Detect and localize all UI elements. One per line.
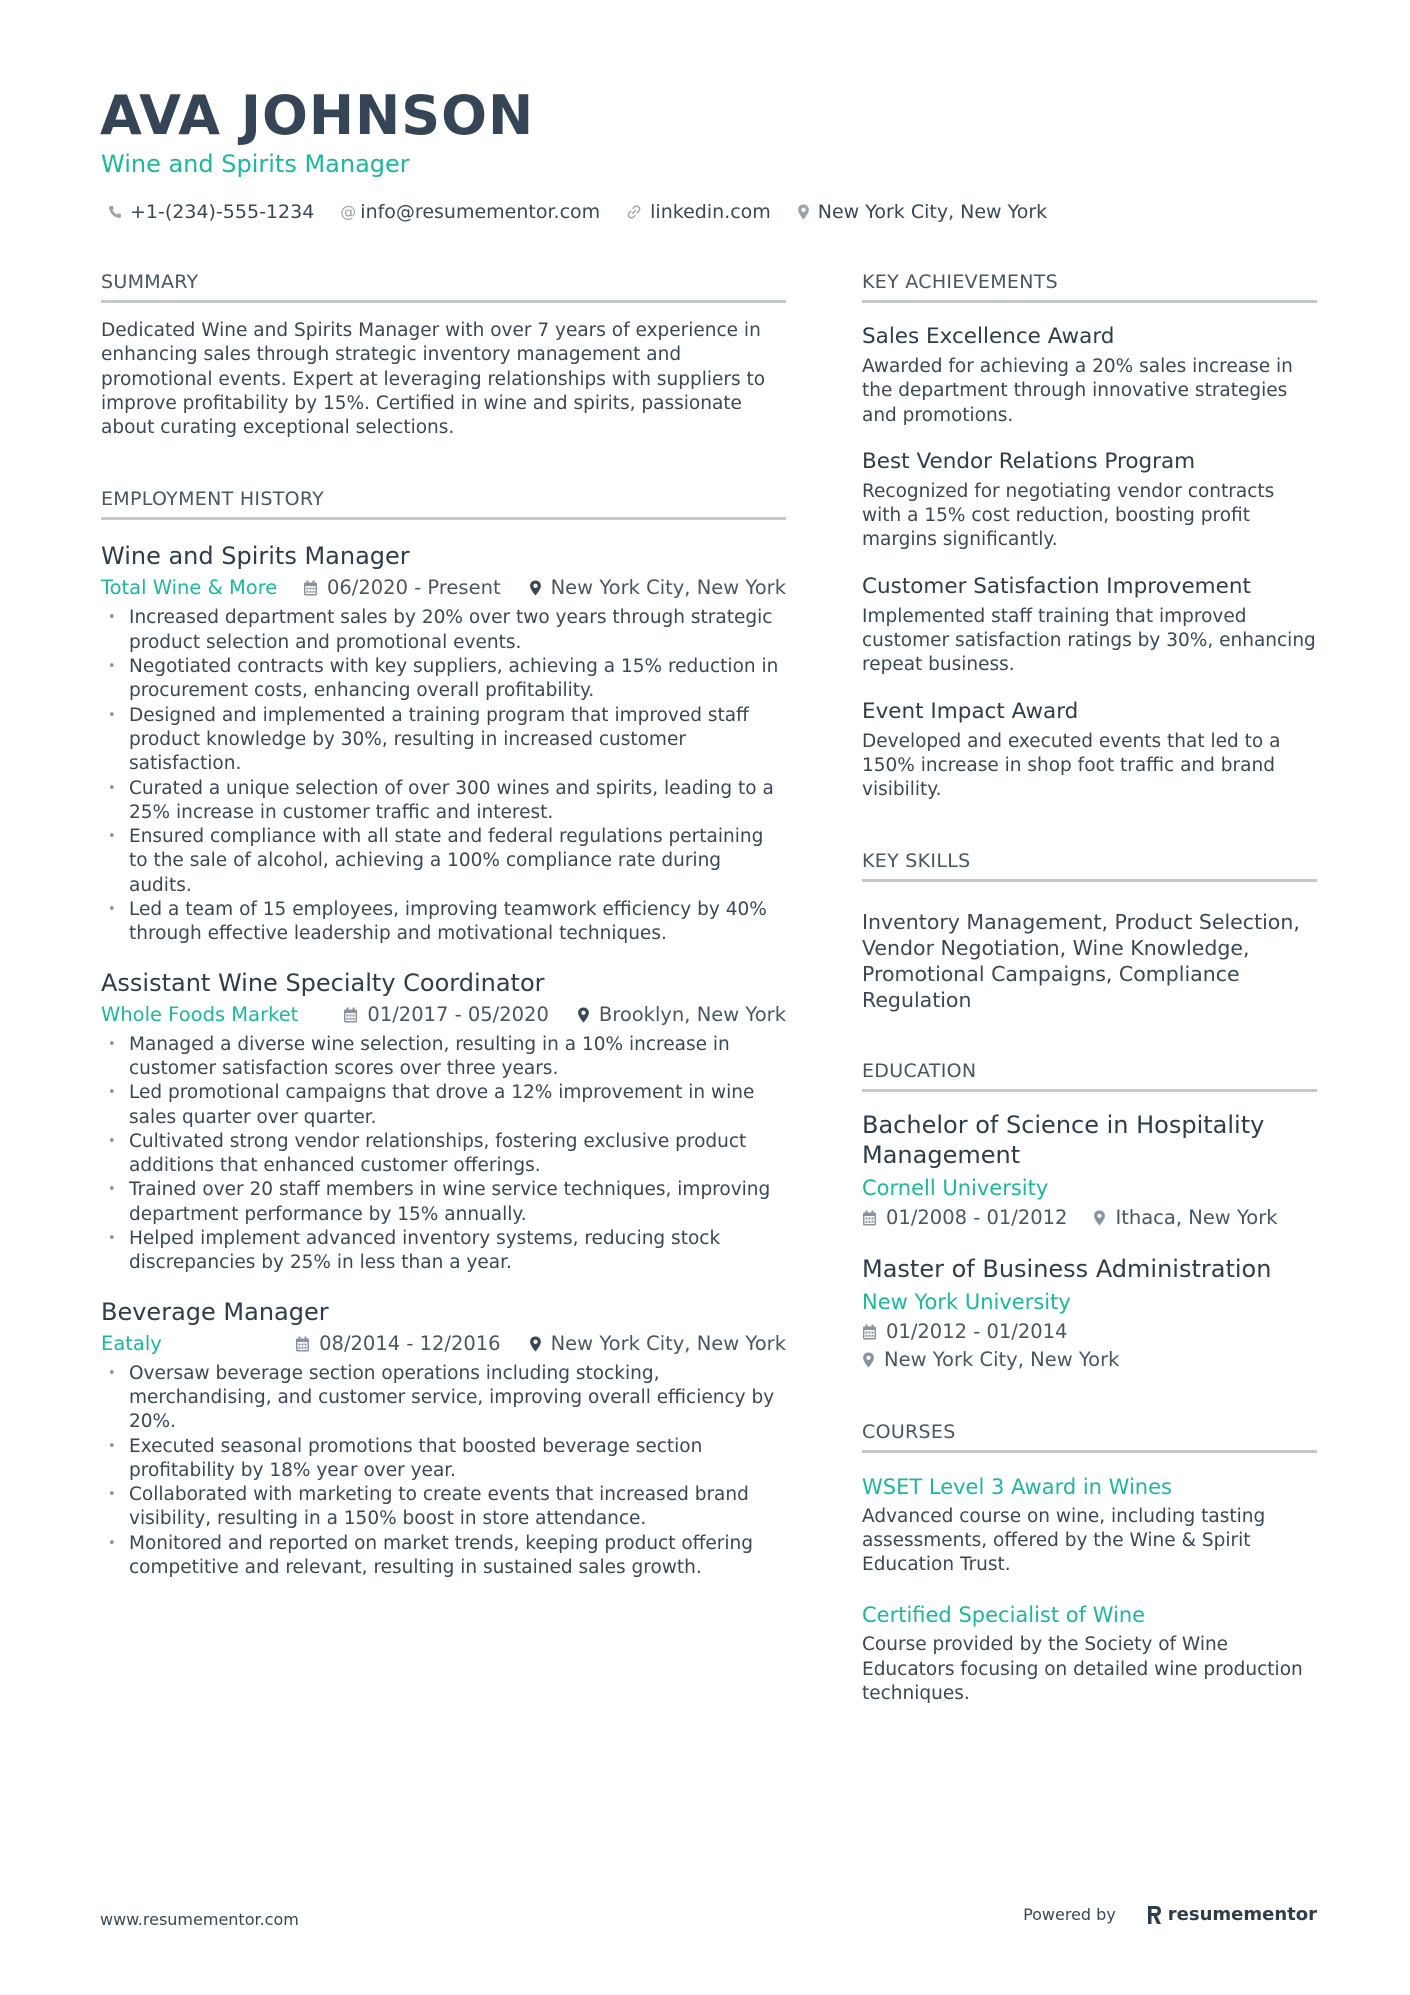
education-item — [862, 1254, 1317, 1374]
calendar-icon — [862, 1210, 877, 1226]
achievement-desc: Implemented staff training that improved customer satisfaction ratings by 30%, enhancing repeat business. — [862, 605, 1316, 676]
map-pin-icon — [529, 1336, 542, 1352]
achievements-heading: KEY ACHIEVEMENTS — [862, 270, 1317, 303]
footer-website[interactable]: www.resumementor.com — [100, 1910, 299, 1929]
powered-by-label: Powered by — [1023, 1905, 1116, 1924]
map-pin-icon — [529, 580, 542, 596]
brand-logo[interactable] — [1146, 1904, 1317, 1925]
job-location: Brooklyn, New York — [577, 1001, 786, 1029]
achievement-desc: Developed and executed events that led to a 150% increase in shop foot traffic and brand visibility. — [862, 730, 1281, 801]
list-item: • Cultivated strong vendor relationships, fostering exclusive product additions that enhanced customer offerings. — [101, 1130, 786, 1179]
map-pin-icon — [1093, 1210, 1106, 1226]
calendar-icon — [303, 580, 318, 596]
list-item: • Collaborated with marketing to create events that increased brand visibility, resulting in a 150% boost in store attendance. — [101, 1483, 786, 1532]
course-title: Certified Specialist of Wine — [862, 1603, 1146, 1628]
list-item: • Negotiated contracts with key suppliers, achieving a 15% reduction in procurement costs, enhancing overall profitability. — [101, 655, 786, 704]
map-pin-icon — [862, 1352, 875, 1368]
summary-heading: SUMMARY — [101, 270, 786, 303]
map-pin-icon — [577, 1007, 590, 1023]
education-location: Ithaca, New York — [1093, 1204, 1277, 1232]
achievement-title: Event Impact Award — [862, 698, 1079, 724]
achievement-item — [862, 697, 1317, 803]
contact-email[interactable] — [340, 198, 600, 226]
education-meta — [862, 1318, 1317, 1374]
course-title: WSET Level 3 Award in Wines — [862, 1474, 1172, 1499]
job-bullets — [101, 606, 786, 946]
education-heading: EDUCATION — [862, 1059, 1317, 1092]
list-item: • Executed seasonal promotions that boosted beverage section profitability by 18% year over year. — [101, 1435, 786, 1484]
list-item: • Ensured compliance with all state and federal regulations pertaining to the sale of alcohol, achieving a 100% compliance rate during audits. — [101, 825, 786, 898]
list-item: • Managed a diverse wine selection, resulting in a 10% increase in customer satisfaction scores over three years. — [101, 1033, 786, 1082]
job-title: Wine and Spirits Manager — [101, 542, 410, 571]
job-company: Eataly — [101, 1331, 162, 1355]
resumementor-logo-icon — [1146, 1905, 1162, 1925]
employment-section — [101, 487, 786, 1580]
contact-location — [797, 198, 1047, 226]
phone-icon — [108, 205, 122, 219]
courses-heading: COURSES — [862, 1420, 1317, 1453]
employment-heading: EMPLOYMENT HISTORY — [101, 487, 786, 520]
right-column — [862, 270, 1317, 1706]
job-dates: 06/2020 - Present — [303, 574, 501, 602]
candidate-role: Wine and Spirits Manager — [101, 150, 410, 178]
calendar-icon — [862, 1324, 877, 1340]
achievement-desc: Recognized for negotiating vendor contracts with a 15% cost reduction, boosting profit margins significantly. — [862, 480, 1275, 551]
location-text: New York City, New York — [817, 201, 1048, 223]
course-desc: Advanced course on wine, including tasting assessments, offered by the Wine & Spirit Education Trust. — [862, 1505, 1266, 1576]
linkedin-text[interactable]: linkedin.com — [650, 201, 771, 223]
course-desc: Course provided by the Society of Wine Educators focusing on detailed wine production techniques. — [862, 1634, 1303, 1705]
link-icon — [626, 204, 642, 220]
contact-phone — [108, 198, 314, 226]
education-degree: Bachelor of Science in Hospitality Management — [862, 1110, 1265, 1169]
education-degree: Master of Business Administration — [862, 1254, 1272, 1283]
education-school: New York University — [862, 1289, 1071, 1314]
course-item — [862, 1601, 1317, 1706]
education-dates: 01/2012 - 01/2014 — [862, 1318, 1067, 1346]
education-section — [862, 1059, 1317, 1374]
list-item: • Led promotional campaigns that drove a 12% improvement in wine sales quarter over quarter. — [101, 1081, 786, 1130]
job-dates: 08/2014 - 12/2016 — [295, 1330, 500, 1358]
education-dates: 01/2008 - 01/2012 — [862, 1204, 1067, 1232]
candidate-name: AVA JOHNSON — [100, 84, 535, 147]
job-location: New York City, New York — [529, 574, 786, 602]
job-company: Total Wine & More — [101, 576, 278, 600]
skills-section — [862, 849, 1317, 1013]
job-dates: 01/2017 - 05/2020 — [343, 1001, 548, 1029]
list-item: • Trained over 20 staff members in wine service techniques, improving department performance by 15% annually. — [101, 1178, 786, 1227]
skills-text: Inventory Management, Product Selection, Vendor Negotiation, Wine Knowledge, Promotional Campaigns, Compliance Regulation — [862, 909, 1300, 1012]
job-location: New York City, New York — [529, 1330, 786, 1358]
education-item — [862, 1110, 1317, 1232]
achievement-item — [862, 572, 1317, 678]
list-item: • Designed and implemented a training program that improved staff product knowledge by 30%, resulting in increased customer satisfaction. — [101, 704, 786, 777]
job-meta — [101, 574, 786, 602]
achievement-item — [862, 447, 1317, 553]
summary-section — [101, 270, 786, 440]
summary-text: Dedicated Wine and Spirits Manager with over 7 years of experience in enhancing sales through strategic inventory management and promotional events. Expert at leveraging relationships with suppliers to improve profitability by 15%. Certified in wine and spirits, passionate about curating exceptional selections. — [101, 320, 766, 439]
education-meta — [862, 1204, 1317, 1232]
list-item: • Increased department sales by 20% over two years through strategic product selection and promotional events. — [101, 606, 786, 655]
skills-heading: KEY SKILLS — [862, 849, 1317, 882]
achievement-title: Sales Excellence Award — [862, 324, 1115, 349]
achievements-section — [862, 270, 1317, 803]
achievement-title: Customer Satisfaction Improvement — [862, 573, 1251, 599]
achievement-item — [862, 322, 1317, 428]
courses-section — [862, 1420, 1317, 1707]
job-meta — [101, 1330, 786, 1358]
job-meta — [101, 1001, 786, 1029]
brand-name: resumementor — [1167, 1904, 1317, 1925]
job-bullets — [101, 1033, 786, 1276]
at-icon: @ — [340, 202, 357, 221]
achievement-desc: Awarded for achieving a 20% sales increase in the department through innovative strategies and promotions. — [862, 356, 1293, 426]
achievement-title: Best Vendor Relations Program — [862, 448, 1196, 474]
phone-text: +1-(234)-555-1234 — [130, 201, 315, 223]
job-entry — [101, 967, 786, 1276]
list-item: • Helped implement advanced inventory systems, reducing stock discrepancies by 25% in less than a year. — [101, 1227, 786, 1276]
list-item: • Curated a unique selection of over 300 wines and spirits, leading to a 25% increase in customer traffic and interest. — [101, 777, 786, 826]
education-school: Cornell University — [862, 1175, 1049, 1200]
map-pin-icon — [797, 204, 810, 220]
list-item: • Oversaw beverage section operations including stocking, merchandising, and customer service, improving overall efficiency by 20%. — [101, 1362, 786, 1435]
list-item: • Monitored and reported on market trends, keeping product offering competitive and relevant, resulting in sustained sales growth. — [101, 1532, 786, 1581]
course-item — [862, 1473, 1317, 1578]
job-entry — [101, 1296, 786, 1581]
job-title: Assistant Wine Specialty Coordinator — [101, 968, 545, 997]
job-entry — [101, 540, 786, 946]
left-column — [101, 270, 786, 1580]
contact-bar — [108, 198, 1073, 226]
footer-powered-by — [1023, 1904, 1317, 1925]
job-company: Whole Foods Market — [101, 1002, 299, 1026]
job-bullets — [101, 1362, 786, 1581]
education-location: New York City, New York — [862, 1346, 1119, 1374]
contact-linkedin[interactable] — [626, 198, 771, 226]
calendar-icon — [295, 1336, 310, 1352]
job-title: Beverage Manager — [101, 1297, 329, 1326]
list-item: • Led a team of 15 employees, improving teamwork efficiency by 40% through effective leadership and motivational techniques. — [101, 898, 786, 947]
calendar-icon — [343, 1007, 358, 1023]
email-text[interactable]: info@resumementor.com — [360, 201, 601, 223]
